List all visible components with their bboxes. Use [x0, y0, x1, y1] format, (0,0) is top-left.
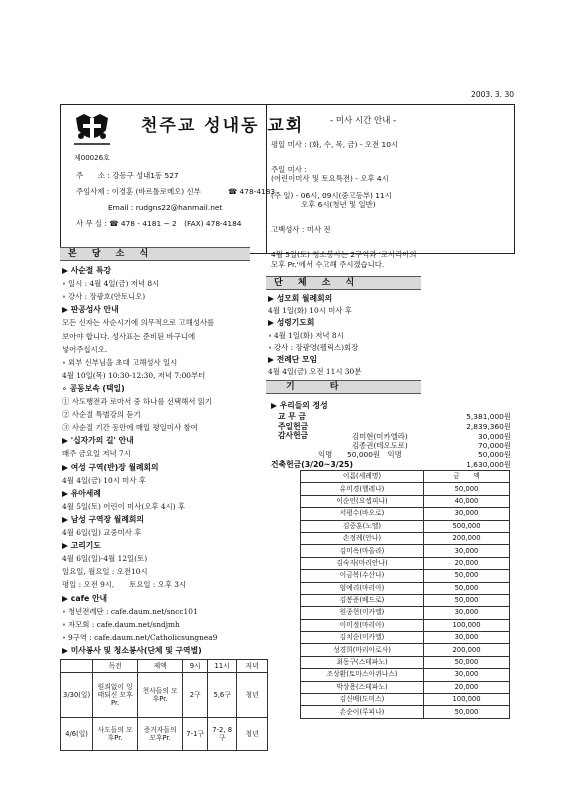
table-row: [301, 607, 510, 619]
donor-name: 김숙자(마리안나): [301, 557, 424, 569]
table-row: [301, 520, 510, 532]
section-heading: ▶ 사순절 특강: [62, 266, 112, 275]
thanks-name: 김미현(미카엘라): [352, 432, 408, 441]
list-item: 4월 4일(금) 오전 11시 30분: [268, 367, 362, 377]
thanks-name: 김종권(테오도로): [352, 441, 408, 451]
donor-name: 서평수(바오로): [301, 508, 424, 520]
table-row: [301, 532, 510, 544]
donation-amount: 50,000: [424, 483, 510, 495]
list-item: ∘ 강사 : 장광영(펠릭스)회장: [268, 342, 359, 352]
list-item: ∘ 일시 : 4월 4일(금) 저녁 8시: [62, 279, 160, 289]
donation-amount: 50,000: [424, 706, 510, 718]
list-item: 4월 10일(목) 10:30-12:30, 저녁 7:00부터: [62, 370, 206, 380]
list-item: 모든 신자는 사순시기에 의무적으로 고해성사를: [62, 318, 215, 328]
thanks-name: 익명 50,000원 익명: [318, 450, 402, 460]
donation-amount: 20,000: [424, 557, 510, 569]
table-row: [301, 656, 510, 668]
donor-name: 성경희(마리아로사): [301, 644, 424, 656]
donation-amount: 30,000: [424, 545, 510, 557]
list-item: ② 사순절 특별강의 듣기: [62, 410, 141, 420]
list-item: 넣어주십시오.: [62, 344, 108, 354]
donation-amount: 50,000: [424, 594, 510, 606]
thanks-value: 50,000원: [478, 450, 511, 460]
donation-amount: 30,000: [424, 669, 510, 681]
etc-title: 기 타: [286, 382, 341, 392]
section-heading: ▶ 성모회 월례회의: [268, 294, 333, 303]
section-heading: ▶ 남성 구역장 월례회의: [62, 514, 144, 524]
table-row: [301, 681, 510, 693]
list-item: 일요일, 월요일 : 오전10시: [62, 567, 148, 577]
section-heading: ▶ 유아세례: [62, 488, 101, 498]
offering-title: ▶ 우리들의 정성: [271, 401, 328, 410]
table-row: 3/30(일) 원죄없이 잉태되신 모후Pr. 천사들의 모후Pr. 2구 5,6구 청년: [61, 673, 268, 718]
thanks-value: 30,000원: [478, 432, 511, 441]
table-row: [301, 570, 510, 582]
offering-label: 감사헌금: [278, 431, 309, 440]
donor-name: 김치순(미카엘): [301, 632, 424, 644]
table-row: [301, 495, 510, 507]
cleaning-notice-1: 4월 5일(토) 청소봉사는 2구역과 '로사리아의: [271, 250, 417, 259]
address: 주 소 : 강동구 성내1동 527: [76, 171, 179, 180]
donation-amount: 50,000: [424, 582, 510, 594]
weekday-mass: 평일 미사 : (화, 수, 목, 금) - 오전 10시: [271, 140, 399, 149]
parish-news-title: 본 당 소 식: [68, 249, 155, 259]
table-row: [301, 557, 510, 569]
list-item: ① 사도행전과 로마서 중 하나를 선택해서 읽기: [62, 397, 212, 406]
list-item: 4월 6일(일) 교중미사 후: [62, 528, 142, 537]
section-heading: ▶ 여성 구역(반)장 월례회의: [62, 462, 159, 472]
issue-date: 2003. 3. 30: [471, 90, 514, 99]
list-item: ∘ 외부 신부님을 초대 고해성사 일시: [62, 357, 178, 367]
section-heading: ▶ 판공성사 안내: [62, 305, 119, 315]
section-heading: ▶ 성령기도회: [268, 318, 315, 328]
donor-name: 조상환(토마스아퀴나스): [301, 669, 424, 681]
donor-name: 김미옥(마올라): [301, 545, 424, 557]
list-item: 4월 4일(금) 10시 미사 후: [62, 475, 146, 485]
donation-amount: 200,000: [424, 532, 510, 544]
donor-name: 손순이(루피나): [301, 706, 424, 718]
list-item: ∘ 9구역 : cafe.daum.net/Catholicsungnea9: [62, 632, 218, 642]
offering-value: 5,381,000원: [466, 412, 511, 421]
list-item: 평일 : 오전 9시, 토요일 : 오후 3시: [62, 580, 187, 590]
donor-name: 박상용(스테파노): [301, 681, 424, 693]
list-item: ∘ 자모회 : cafe.daum.net/sndjmh: [62, 619, 180, 629]
donation-table: [300, 470, 510, 719]
section-heading: ▶ 미사봉사 및 청소봉사(단체 및 구역별): [62, 645, 202, 655]
donor-name: 김봉준(베드로): [301, 594, 424, 606]
sunday-mass-1: (주 일) - 06시, 09시(중고등부) 11시: [271, 191, 392, 200]
donation-amount: 100,000: [424, 619, 510, 631]
group-news-title: 단 체 소 식: [274, 278, 361, 288]
donor-name: 엄예리(마리아): [301, 582, 424, 594]
donation-amount: 30,000: [424, 607, 510, 619]
donation-amount: 500,000: [424, 520, 510, 532]
donation-amount: 30,000: [424, 508, 510, 520]
table-row: [301, 619, 510, 631]
donor-name: 최동구(스테파노): [301, 656, 424, 668]
building-fund-value: 1,630,000원: [466, 460, 511, 469]
table-row: [301, 582, 510, 594]
thanks-value: 70,000원: [478, 441, 511, 451]
section-heading: ▶ cafe 안내: [62, 593, 108, 603]
list-item: 매주 금요일 저녁 7시: [62, 449, 131, 459]
donation-amount: 200,000: [424, 644, 510, 656]
saturday-mass: (어린이미사 및 토요특전) - 오후 4시: [271, 174, 389, 183]
mass-times-title: - 미사 시간 안내 -: [330, 116, 397, 126]
table-row: [301, 669, 510, 681]
donor-name: 이미정(마리아): [301, 619, 424, 631]
table-row: [301, 632, 510, 644]
donation-amount: 20,000: [424, 681, 510, 693]
donation-amount: 40,000: [424, 495, 510, 507]
section-heading: ▶ '십자가의 길' 안내: [62, 436, 134, 446]
building-fund-label: 건축헌금(3/20~3/25): [271, 460, 354, 469]
donor-name: 김중훈(노엘): [301, 520, 424, 532]
church-name: 천주교 성내동 교회: [141, 116, 305, 136]
donor-name: 원종현(미카엘): [301, 607, 424, 619]
issue-number: 제00026호: [74, 154, 110, 162]
offering-label: 교 무 금: [278, 412, 307, 421]
list-item: ∘ 청년전례단 : cafe.daum.net/sncc101: [62, 606, 198, 616]
donor-name: 유미경(헬레나): [301, 483, 424, 495]
section-heading: ▶ 전례단 모임: [268, 355, 318, 364]
sunday-mass-2: 오후 6시(청년 및 일반): [301, 200, 376, 209]
list-item: 4월 1일(화) 10시 미사 후: [268, 306, 352, 316]
donation-amount: 50,000: [424, 656, 510, 668]
donation-amount: 30,000: [424, 632, 510, 644]
list-item: ③ 사순절 기간 동안에 매일 평일미사 참여: [62, 423, 198, 433]
donor-name: 이순인(요셉피나): [301, 495, 424, 507]
table-row: [301, 483, 510, 495]
sunday-mass-title: 주일 미사 :: [271, 165, 307, 174]
confession: 고백성사 : 미사 전: [271, 225, 331, 234]
cleaning-notice-2: 모후 Pr.'에서 수고해 주시겠습니다.: [271, 260, 385, 269]
table-row: [301, 694, 510, 706]
table-row: [301, 508, 510, 520]
priest-phone: ☎ 478-4183: [228, 187, 276, 196]
table-row: [301, 644, 510, 656]
table-row: [301, 545, 510, 557]
donor-name: 김신배(도미스): [301, 694, 424, 706]
section-heading: ▶ 고리기도: [62, 541, 101, 551]
email: Email : rudgns22@hanmail.net: [108, 203, 223, 212]
list-item: 4월 5일(토) 어린이 미사(오후 4시) 후: [62, 501, 186, 511]
list-item: 보아야 합니다. 성사표는 준비된 바구니에: [62, 331, 196, 341]
table-row: [301, 706, 510, 718]
service-table-header: 독전 제액 9시 11시 저녁: [61, 660, 268, 673]
office-phone: 사 무 실 : ☎ 478 - 4181 ~ 2 (FAX) 478-4184: [76, 219, 242, 228]
donation-amount: 100,000: [424, 694, 510, 706]
donation-table-header: 이름(세례명) 금 액: [301, 471, 510, 483]
church-logo-icon: [72, 112, 112, 148]
offering-value: 2,839,360원: [466, 421, 511, 431]
list-item: 4월 6일(일)-4월 12일(토): [62, 554, 148, 564]
donor-name: 이금복(수산나): [301, 570, 424, 582]
list-item: ∘ 강사 : 장광호(안토니오): [62, 292, 146, 302]
list-item: ∘ 4월 1일(화) 저녁 8시: [268, 330, 344, 340]
donor-name: 손정례(안나): [301, 532, 424, 544]
table-row: 4/6(일) 사도들의 모후Pr. 증거자들의 모후Pr. 7-1구 7-2, 8구 청년: [61, 718, 268, 751]
service-table: [60, 659, 268, 751]
section-heading: ∘ 공동보속 (택일): [62, 383, 125, 393]
table-row: [301, 594, 510, 606]
donation-amount: 50,000: [424, 570, 510, 582]
offering-label: 주일헌금: [278, 421, 309, 431]
priest: 주임사제 : 이경훈 (바르톨로메오) 신부: [76, 187, 201, 196]
